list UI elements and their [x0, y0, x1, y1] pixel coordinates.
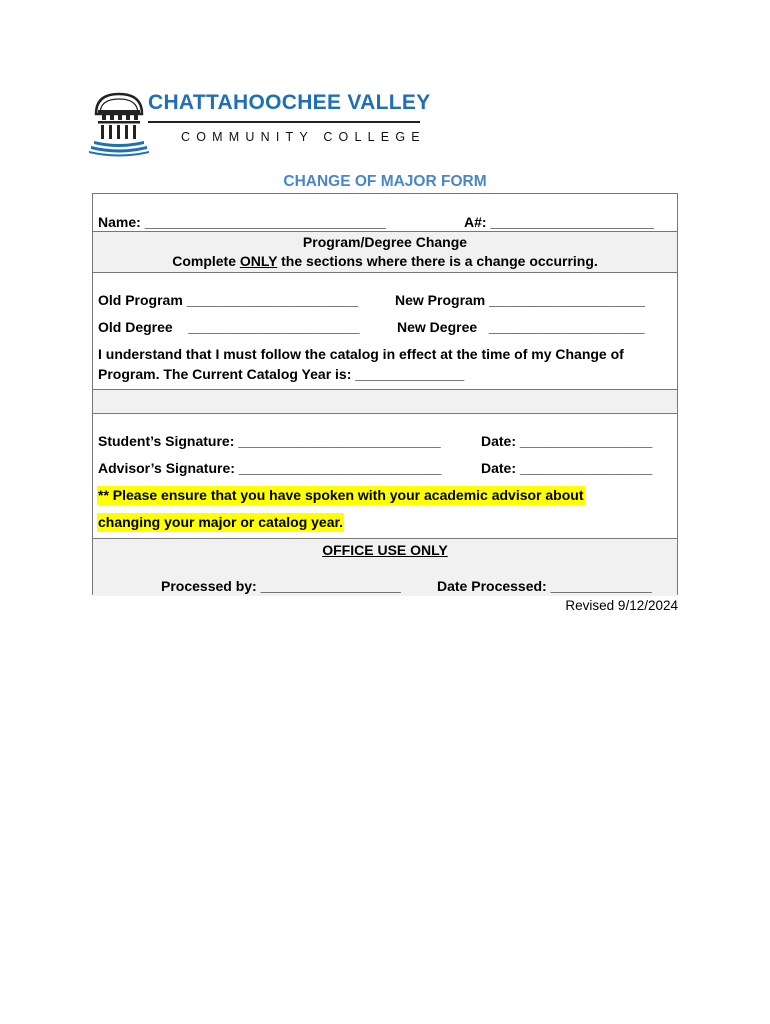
office-use-heading: OFFICE USE ONLY — [322, 542, 448, 558]
office-use-section — [93, 538, 677, 596]
new-program-label: New Program — [395, 292, 486, 308]
name-label: Name: — [98, 214, 141, 230]
old-program-label: Old Program — [98, 292, 183, 308]
a-number-line: _____________________ — [490, 214, 654, 230]
old-degree-field[interactable] — [98, 319, 360, 335]
logo-college-subtitle: COMMUNITY COLLEGE — [181, 130, 426, 144]
new-degree-line: ____________________ — [488, 319, 645, 335]
section-divider-band — [93, 389, 677, 414]
revision-date: Revised 9/12/2024 — [565, 598, 678, 613]
program-change-instruction — [93, 253, 677, 269]
change-of-major-form — [92, 193, 678, 595]
student-signature-field[interactable]: Student’s Signature: __________________________ — [98, 433, 441, 449]
program-change-header — [93, 231, 677, 273]
instruction-emphasis: ONLY — [239, 253, 278, 269]
instruction-pre: Complete — [172, 253, 240, 269]
program-change-heading: Program/Degree Change — [302, 234, 468, 250]
old-program-line: ______________________ — [186, 292, 358, 308]
advisor-signature-field[interactable]: Advisor’s Signature: __________________________ — [98, 460, 442, 476]
a-number-field[interactable] — [464, 214, 654, 230]
date-processed-field[interactable]: Date Processed: _____________ — [437, 578, 652, 594]
catalog-year-field[interactable]: Program. The Current Catalog Year is: ______________ — [98, 366, 465, 382]
name-line: _______________________________ — [144, 214, 387, 230]
a-number-label: A#: — [464, 214, 487, 230]
logo-divider — [148, 121, 420, 123]
new-degree-field[interactable] — [397, 319, 645, 335]
new-program-field[interactable] — [395, 292, 645, 308]
catalog-statement-line1: I understand that I must follow the catalog in effect at the time of my Change of — [98, 346, 624, 362]
instruction-post: the sections where there is a change occurring. — [277, 253, 598, 269]
student-date-field[interactable]: Date: _________________ — [481, 433, 653, 449]
advisor-date-field[interactable]: Date: _________________ — [481, 460, 653, 476]
new-degree-label: New Degree — [397, 319, 478, 335]
processed-by-field[interactable]: Processed by: __________________ — [161, 578, 401, 594]
logo-college-name: CHATTAHOOCHEE VALLEY — [148, 91, 431, 114]
college-building-icon — [88, 90, 150, 158]
old-program-field[interactable] — [98, 292, 358, 308]
name-field[interactable] — [98, 214, 386, 230]
form-title: CHANGE OF MAJOR FORM — [283, 173, 487, 190]
old-degree-label: Old Degree — [98, 319, 173, 335]
college-logo — [88, 88, 431, 160]
old-degree-line: ______________________ — [188, 319, 360, 335]
advisor-notice-line1: ** Please ensure that you have spoken with your academic advisor about — [98, 487, 584, 503]
new-program-line: ____________________ — [489, 292, 645, 308]
advisor-notice-line2: changing your major or catalog year. — [98, 514, 344, 530]
